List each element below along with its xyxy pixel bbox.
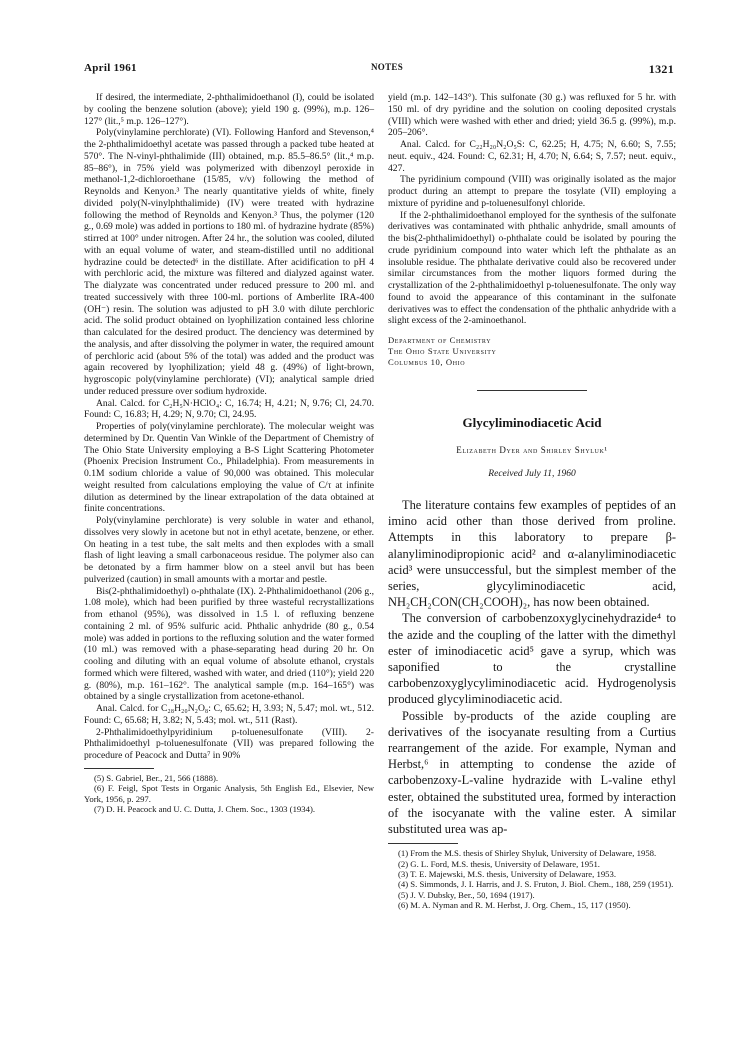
footnote: (6) M. A. Nyman and R. M. Herbst, J. Org. Chem., 15, 117 (1950). [398,900,631,911]
footnote: (6) F. Feigl, Spot Tests in Organic Analysis, 5th English Ed., Elsevier, New York, 1956, p. 297. [84,783,374,804]
paragraph: Possible by-products of the azide coupling are derivatives of the isocyanate resulting from a Curtius rearrangement of the azide. For example, Nyman and Herbst,⁶ in attempting to condense the azide of carbobenzoxy-L-valine hydrazide with L-valine ethyl ester, obtained the substituted urea, formed by interaction of the isocyanate with the valine ester. A similar substituted urea was ap- [388,708,676,837]
paragraph: 2-Phthalimidoethylpyridinium p-toluenesulfonate (VIII). 2-Phthalimidoethyl p-toluenesulfonate (VII) was prepared following the procedure of Peacock and Dutta⁷ in 90% [84,726,374,761]
paragraph: The conversion of carbobenzoxyglycinehydrazide⁴ to the azide and the coupling of the latter with the dimethyl ester of iminodiacetic acid⁵ gave a syrup, which was saponified to the crystalline carbobenzoxyglycyliminodiacetic acid. Hydrogenolysis produced glycyliminodiacetic acid. [388,611,676,707]
paragraph: If desired, the intermediate, 2-phthalimidoethanol (I), could be isolated by cooling the benzene solution (above); yield 190 g. (99%), m.p. 126–127° (lit.,⁵ m.p. 126–127°). [84,92,374,127]
footnote: (4) S. Simmonds, J. I. Harris, and J. S. Fruton, J. Biol. Chem., 188, 259 (1951). [398,879,674,890]
paragraph: Anal. Calcd. for C₂₈H₂₀N₂O₈: C, 65.62; H, 3.93; N, 5.47; mol. wt., 512. Found: C, 65.68; H, 3.82; N, 5.43; mol. wt., 511 (Rast). [84,703,374,726]
footnote-divider [84,768,154,769]
address-line: Columbus 10, Ohio [388,357,466,367]
footnote: (7) D. H. Peacock and U. C. Dutta, J. Chem. Soc., 1303 (1934). [94,803,316,814]
address-line: The Ohio State University [388,346,497,356]
paragraph: Bis(2-phthalimidoethyl) o-phthalate (IX). 2-Phthalimidoethanol (206 g., 1.08 mole), which had been purified by three wasteful recrystallizations from ethanol (95%), was dissolved in 1.5 l. of refluxing benzene containing 2 ml. of 95% sulfuric acid. Phthalic anhydride (80 g., 0.54 mole) was added in portions to the refluxing solution and the water formed (10 ml.) was removed with a phase-separating head during 20 hr. On cooling and diluting with an equal volume of absolute ethanol, crystals formed which were filtered, washed with water, and dried (110°); yield 220 g. (80%), m.p. 161–162°. The analytical sample (m.p. 164–165°) was obtained by a single crystallization from acetone-ethanol. [84,585,374,703]
article-separator [477,390,587,391]
page-number: 1321 [648,62,674,76]
paragraph: The literature contains few examples of peptides of an imino acid other than those derived from proline. Attempts in this laboratory to prepare β-alanyliminodipropionic acid² and α-alanyliminodiacetic acid³ were unsuccessful, but the simplest member of the series, glycyliminodiacetic acid, NH₂CH₂CON(CH₂COOH)₂, has now been obtained. [388,498,676,610]
author-address [388,335,676,368]
left-column [84,92,374,814]
paragraph: yield (m.p. 142–143°). This sulfonate (30 g.) was refluxed for 5 hr. with 150 ml. of dry pyridine and the solution on cooling deposited crystals (VIII) which were washed with ether and dried; yield 36.5 g. (99%), m.p. 205–206°. [388,92,676,139]
paragraph: Poly(vinylamine perchlorate) is very soluble in water and ethanol, dissolves very slowly in acetone but not in ethyl acetate, benzene, or ether. On heating in a test tube, the salt melts and then explodes with a small flash of light leaving a small carbonaceous residue. The polymer also can be detonated by a firm hammer blow on a steel anvil but has been pulverized (caution) in small amounts with a mortar and pestle. [84,515,374,585]
footnote: (5) S. Gabriel, Ber., 21, 566 (1888). [94,772,219,783]
address-line: Department of Chemistry [388,335,492,345]
header-section: NOTES [371,62,404,72]
paragraph: If the 2-phthalimidoethanol employed for the synthesis of the sulfonate derivatives was contaminated with phthalic anhydride, small amounts of the bis(2-phthalimidoethyl) o-phthalate could be isolated by pouring the crude pyridinium compound into water which left the phthalate as an insoluble residue. The phthalate derivative could also be recovered under similar circumstances from the mother liquors formed during the crystallization of the 2-phthalimidoethyl p-toluenesulfonate. The only way found to avoid the appearance of this contaminant in the sulfonate derivatives was to effect the condensation of the phthalic anhydride with a slight excess of the 2-aminoethanol. [388,209,676,327]
footnote: (3) T. E. Majewski, M.S. thesis, University of Delaware, 1953. [398,869,617,880]
paragraph: Poly(vinylamine perchlorate) (VI). Following Hanford and Stevenson,⁴ the 2-phthalimidoethyl acetate was passed through a packed tube heated at 570°. The N-vinyl-phthalimide (III) obtained, m.p. 85.5–86.5° (lit.,⁴ m.p. 85–86°), in 75% yield was polymerized with dibenzoyl peroxide in methanol-1,2-dichloroethane (15/85, v/v) following the method of Reynolds and Kenyon.³ The nearly quantitative yields of white, finely divided poly(N-vinylphthalimide) (IV) were treated with hydrazine following the method of Reynolds and Kenyon.³ Thus, the polymer (120 g., 0.69 mole) was added in portions to 180 ml. of hydrazine hydrate (85%) stirred at 100° under nitrogen. After 24 hr., the solution was cooled, diluted with an equal volume of water, and steam-distilled until no additional hydrazine could be detected⁶ in the distillate. After acidification to pH 4 with perchloric acid, the mixture was filtered and dialyzed against water. The dialyzate was concentrated under reduced pressure to 200 ml. and treated successively with three 100-ml. portions of Amberlite IRA-400 (OH⁻) resin. The solution was adjusted to pH 3.0 with dilute perchloric acid. The solid product obtained on lyophilization contained less chlorine than calculated for the desired product. The denciency was determined by the analysis, and after dissolving the polymer in water, the required amount of perchloric acid (about 5% of the total) was added and the product was again recovered by lyophilization; yield 48 g. (49%) of light-brown, hygroscopic poly(vinylamine perchlorate) (VI); analytical sample dried under reduced pressure over sodium hydroxide. [84,127,374,397]
paragraph: Properties of poly(vinylamine perchlorate). The molecular weight was determined by Dr. Quentin Van Winkle of the Department of Chemistry of The Ohio State University employing a B-S Light Scattering Photometer (Phoenix Precision Instrument Co., Philadelphia). From measurements in 0.1M sodium chloride a value of 90,000 was obtained. This molecular weight resulted from calculations employing the value of C/τ at infinite dilution as determined by the linear extrapolation of the data obtained at finite concentrations. [84,421,374,515]
right-column [388,92,676,911]
running-header [84,62,674,78]
footnote: (2) G. L. Ford, M.S. thesis, University of Delaware, 1951. [398,858,600,869]
footnote: (5) J. V. Dubsky, Ber., 50, 1694 (1917). [398,889,535,900]
header-date: April 1961 [84,62,137,74]
paragraph: The pyridinium compound (VIII) was originally isolated as the major product during an attempt to prepare the tosylate (VII) employing a mixture of pyridine and p-toluenesulfonyl chloride. [388,174,676,209]
paragraph: Anal. Calcd. for C₂H₅N·HClO₄: C, 16.74; H, 4.21; N, 9.76; Cl, 24.70. Found: C, 16.83; H, 4.29; N, 9.70; Cl, 24.95. [84,397,374,421]
footnote-divider [388,843,458,844]
received-date: Received July 11, 1960 [488,469,576,479]
article-title: Glycyliminodiacetic Acid [462,415,602,430]
footnote: (1) From the M.S. thesis of Shirley Shyluk, University of Delaware, 1958. [398,848,657,859]
paragraph: Anal. Calcd. for C₂₂H₂₀N₂O₅S: C, 62.25; H, 4.75; N, 6.60; S, 7.55; neut. equiv., 424. Found: C, 62.31; H, 4.70; N, 6.64; S, 7.57; neut. equiv., 427. [388,139,676,174]
article-authors: Elizabeth Dyer and Shirley Shyluk¹ [456,445,608,455]
